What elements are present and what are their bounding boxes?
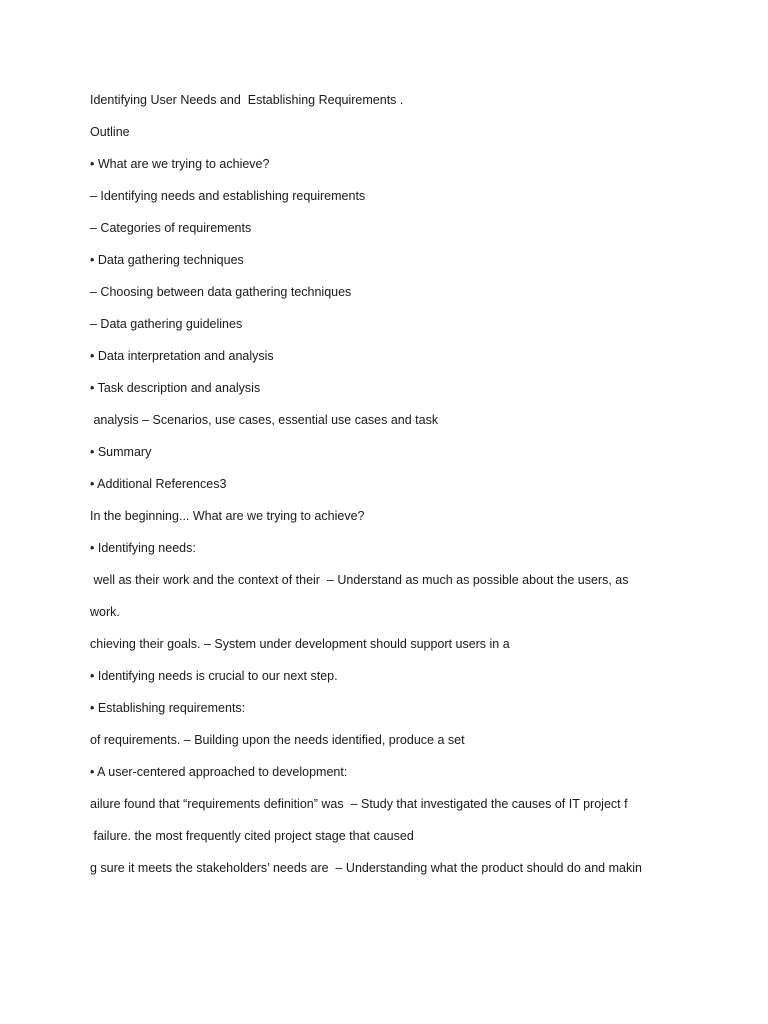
text-line: • A user-centered approached to development: bbox=[90, 765, 348, 779]
outline-heading: Outline bbox=[90, 125, 130, 139]
text-line: – Identifying needs and establishing requirements bbox=[90, 189, 366, 203]
text-line: • Identifying needs: bbox=[90, 541, 196, 555]
text-line: analysis – Scenarios, use cases, essential use cases and task bbox=[90, 413, 439, 427]
text-line: of requirements. – Building upon the needs identified, produce a set bbox=[90, 733, 465, 747]
text-line: • Task description and analysis bbox=[90, 381, 261, 395]
document-title: Identifying User Needs and Establishing Requirements . bbox=[90, 93, 404, 107]
text-line: • Data gathering techniques bbox=[90, 253, 244, 267]
text-line: ailure found that “requirements definition” was – Study that investigated the causes of IT project f bbox=[90, 797, 628, 811]
text-line: well as their work and the context of their – Understand as much as possible about the users, as bbox=[90, 573, 629, 587]
text-line: • Identifying needs is crucial to our next step. bbox=[90, 669, 338, 683]
text-line: chieving their goals. – System under development should support users in a bbox=[90, 637, 510, 651]
text-line: • Establishing requirements: bbox=[90, 701, 246, 715]
text-line: – Choosing between data gathering techniques bbox=[90, 285, 352, 299]
text-line: failure. the most frequently cited project stage that caused bbox=[90, 829, 414, 843]
text-line: • Summary bbox=[90, 445, 152, 459]
document-body bbox=[90, 91, 740, 891]
text-line: • Additional References3 bbox=[90, 477, 227, 491]
section-heading: In the beginning... What are we trying to achieve? bbox=[90, 509, 365, 523]
text-line: • What are we trying to achieve? bbox=[90, 157, 270, 171]
text-line: work. bbox=[90, 605, 120, 619]
text-line: • Data interpretation and analysis bbox=[90, 349, 274, 363]
text-line: – Categories of requirements bbox=[90, 221, 252, 235]
text-line: – Data gathering guidelines bbox=[90, 317, 243, 331]
text-line: g sure it meets the stakeholders’ needs are – Understanding what the product should do and makin bbox=[90, 861, 642, 875]
